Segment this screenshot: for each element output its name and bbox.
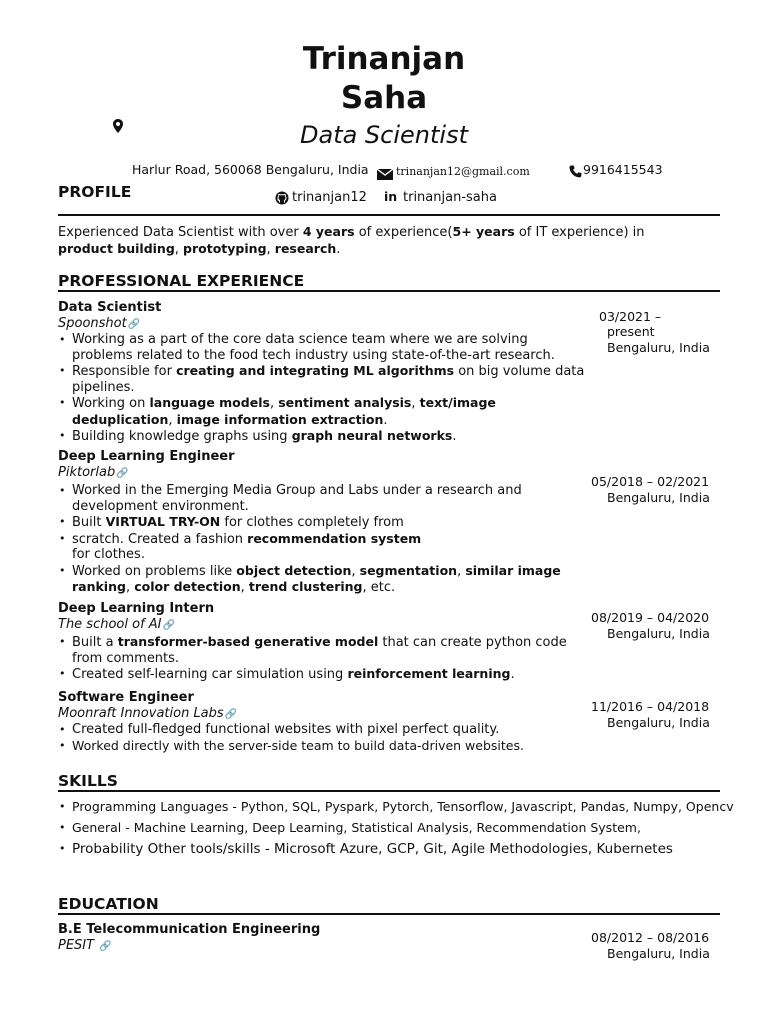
company-name[interactable]: Moonraft Innovation Labs🔗: [58, 706, 238, 721]
list-item: • Worked in the Emerging Media Group and Labs under a research and development environment.: [58, 483, 588, 514]
link-icon: 🔗: [162, 620, 175, 631]
job-title: Data Scientist: [58, 300, 162, 315]
list-item: • Probability Other tools/skills - Microsoft Azure, GCP, Git, Agile Methodologies, Kubernetes: [58, 841, 738, 857]
job-location: Bengaluru, India: [607, 490, 710, 505]
list-item: • scratch. Created a fashion recommendation system for clothes.: [58, 531, 588, 563]
last-name: Saha: [340, 80, 428, 116]
link-icon: 🔗: [127, 319, 141, 330]
list-item: • Worked directly with the server-side team to build data-driven websites.: [58, 738, 588, 754]
linkedin-link[interactable]: trinanjan-saha: [403, 190, 497, 205]
github-link[interactable]: trinanjan12: [292, 190, 367, 205]
job-location: Bengaluru, India: [607, 626, 710, 641]
job-dates: 03/2021 –: [599, 309, 662, 324]
list-item: • Built VIRTUAL TRY-ON for clothes completely from: [58, 514, 588, 531]
experience-divider: [58, 290, 720, 292]
experience-heading: PROFESSIONAL EXPERIENCE: [58, 272, 305, 290]
job-bullets: [58, 483, 588, 596]
company-name[interactable]: Spoonshot🔗: [58, 316, 141, 331]
job-bullets: [58, 722, 588, 753]
job-title-heading: Data Scientist: [300, 121, 468, 149]
skills-divider: [58, 790, 720, 792]
profile-heading: PROFILE: [58, 183, 132, 201]
phone-icon: [569, 163, 582, 182]
profile-summary: Experienced Data Scientist with over 4 years of experience(5+ years of IT experience) in product building, prototyping, research.: [58, 224, 645, 257]
list-item: • Created self-learning car simulation using reinforcement learning.: [58, 666, 588, 683]
list-item: • Created full-fledged functional websites with pixel perfect quality.: [58, 722, 588, 738]
list-item: • Working on language models, sentiment analysis, text/image deduplication, image information extraction.: [58, 395, 588, 428]
list-item: • Built a transformer-based generative model that can create python code from comments.: [58, 634, 588, 666]
profile-divider: [58, 214, 720, 216]
job-bullets: [58, 634, 588, 683]
linkedin-icon: in: [384, 189, 398, 204]
job-dates: 11/2016 – 04/2018: [591, 699, 710, 714]
link-icon: 🔗: [224, 709, 238, 720]
link-icon: 🔗: [116, 468, 129, 479]
job-dates: 05/2018 – 02/2021: [591, 474, 710, 489]
skills-heading: SKILLS: [58, 772, 118, 790]
job-title: Deep Learning Engineer: [58, 449, 235, 464]
github-icon: [275, 190, 289, 209]
education-dates: 08/2012 – 08/2016: [591, 930, 710, 945]
job-dates-end: present: [607, 324, 655, 339]
school-name[interactable]: PESIT 🔗: [58, 938, 112, 953]
degree-title: B.E Telecommunication Engineering: [58, 922, 321, 937]
company-name[interactable]: The school of AI🔗: [58, 617, 175, 632]
education-divider: [58, 913, 720, 915]
address: Harlur Road, 560068 Bengaluru, India: [132, 162, 369, 177]
list-item: • General - Machine Learning, Deep Learning, Statistical Analysis, Recommendation System,: [58, 820, 738, 836]
list-item: • Working as a part of the core data science team where we are solving problems related to the food tech industry using state-of-the-art research.: [58, 332, 588, 363]
phone-number[interactable]: 9916415543: [583, 162, 663, 177]
list-item: • Building knowledge graphs using graph neural networks.: [58, 428, 588, 445]
education-heading: EDUCATION: [58, 895, 159, 913]
job-location: Bengaluru, India: [607, 715, 710, 730]
list-item: • Responsible for creating and integrating ML algorithms on big volume data pipelines.: [58, 363, 588, 395]
email-icon: [377, 165, 393, 184]
job-title: Deep Learning Intern: [58, 601, 215, 616]
job-title: Software Engineer: [58, 690, 194, 705]
email-link[interactable]: trinanjan12@gmail.com: [396, 165, 530, 178]
location-pin-icon: [113, 118, 123, 137]
job-bullets: [58, 332, 588, 445]
link-icon: 🔗: [99, 941, 112, 952]
first-name: Trinanjan: [302, 41, 466, 77]
company-name[interactable]: Piktorlab🔗: [58, 465, 129, 480]
list-item: • Worked on problems like object detection, segmentation, similar image ranking, color detection, trend clustering, etc.: [58, 563, 588, 596]
job-dates: 08/2019 – 04/2020: [591, 610, 710, 625]
job-location: Bengaluru, India: [607, 340, 710, 355]
list-item: • Programming Languages - Python, SQL, Pyspark, Pytorch, Tensorflow, Javascript, Pandas, Numpy, Opencv: [58, 799, 738, 815]
skills-list: [58, 799, 738, 862]
education-location: Bengaluru, India: [607, 946, 710, 961]
